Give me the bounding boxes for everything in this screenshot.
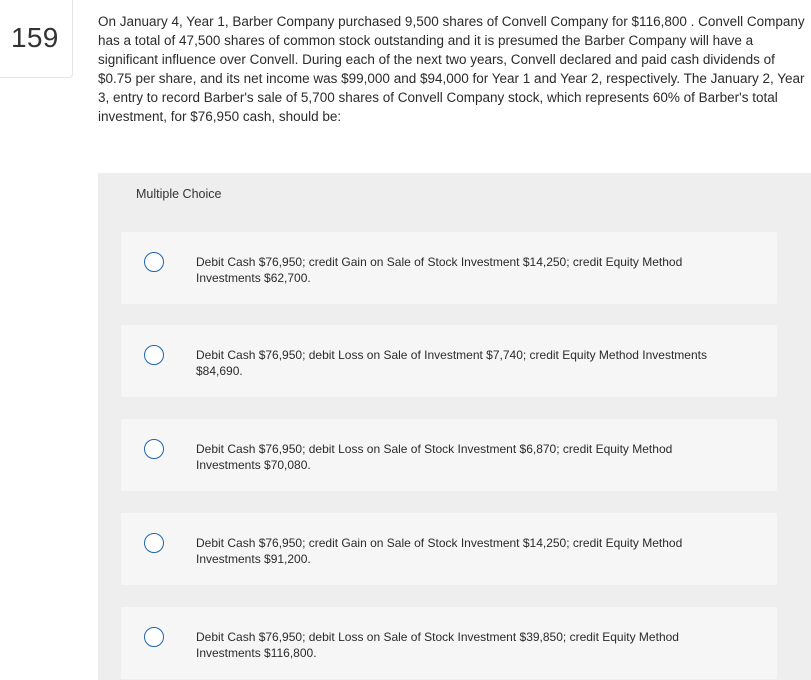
answer-option-5[interactable] [121, 607, 777, 679]
answer-option-text: Debit Cash $76,950; debit Loss on Sale of Stock Investment $6,870; credit Equity Method Investments $70,080. [196, 442, 673, 472]
answer-option-text: Debit Cash $76,950; credit Gain on Sale of Stock Investment $14,250; credit Equity Method Investments $91,200. [196, 536, 683, 566]
answer-option-4[interactable] [121, 513, 777, 585]
radio-button-icon[interactable] [144, 345, 164, 365]
radio-button-icon[interactable] [144, 439, 164, 459]
answer-option-text: Debit Cash $76,950; debit Loss on Sale of Investment $7,740; credit Equity Method Investments $84,690. [196, 348, 707, 378]
answer-option-3[interactable] [121, 419, 777, 491]
question-number-box [0, 0, 73, 78]
radio-button-icon[interactable] [144, 252, 164, 272]
multiple-choice-title: Multiple Choice [136, 187, 222, 201]
answer-option-text: Debit Cash $76,950; credit Gain on Sale of Stock Investment $14,250; credit Equity Method Investments $62,700. [196, 255, 683, 285]
multiple-choice-panel [98, 173, 811, 680]
radio-button-icon[interactable] [144, 627, 164, 647]
question-text: On January 4, Year 1, Barber Company purchased 9,500 shares of Convell Company for $116,800 . Convell Company has a total of 47,500 shares of common stock outstanding and it is presumed the Barber Company will have a significant influence over Convell. During each of the next two years, Convell declared and paid cash dividends of $0.75 per share, and its net income was $99,000 and $94,000 for Year 1 and Year 2, respectively. The January 2, Year 3, entry to record Barber's sale of 5,700 shares of Convell Company stock, which represents 60% of Barber's total investment, for $76,950 cash, should be: [98, 14, 805, 124]
answer-option-text: Debit Cash $76,950; debit Loss on Sale of Stock Investment $39,850; credit Equity Method Investments $116,800. [196, 630, 679, 660]
answer-option-1[interactable] [121, 232, 777, 304]
answer-option-2[interactable] [121, 325, 777, 397]
radio-button-icon[interactable] [144, 533, 164, 553]
question-number: 159 [11, 22, 59, 53]
